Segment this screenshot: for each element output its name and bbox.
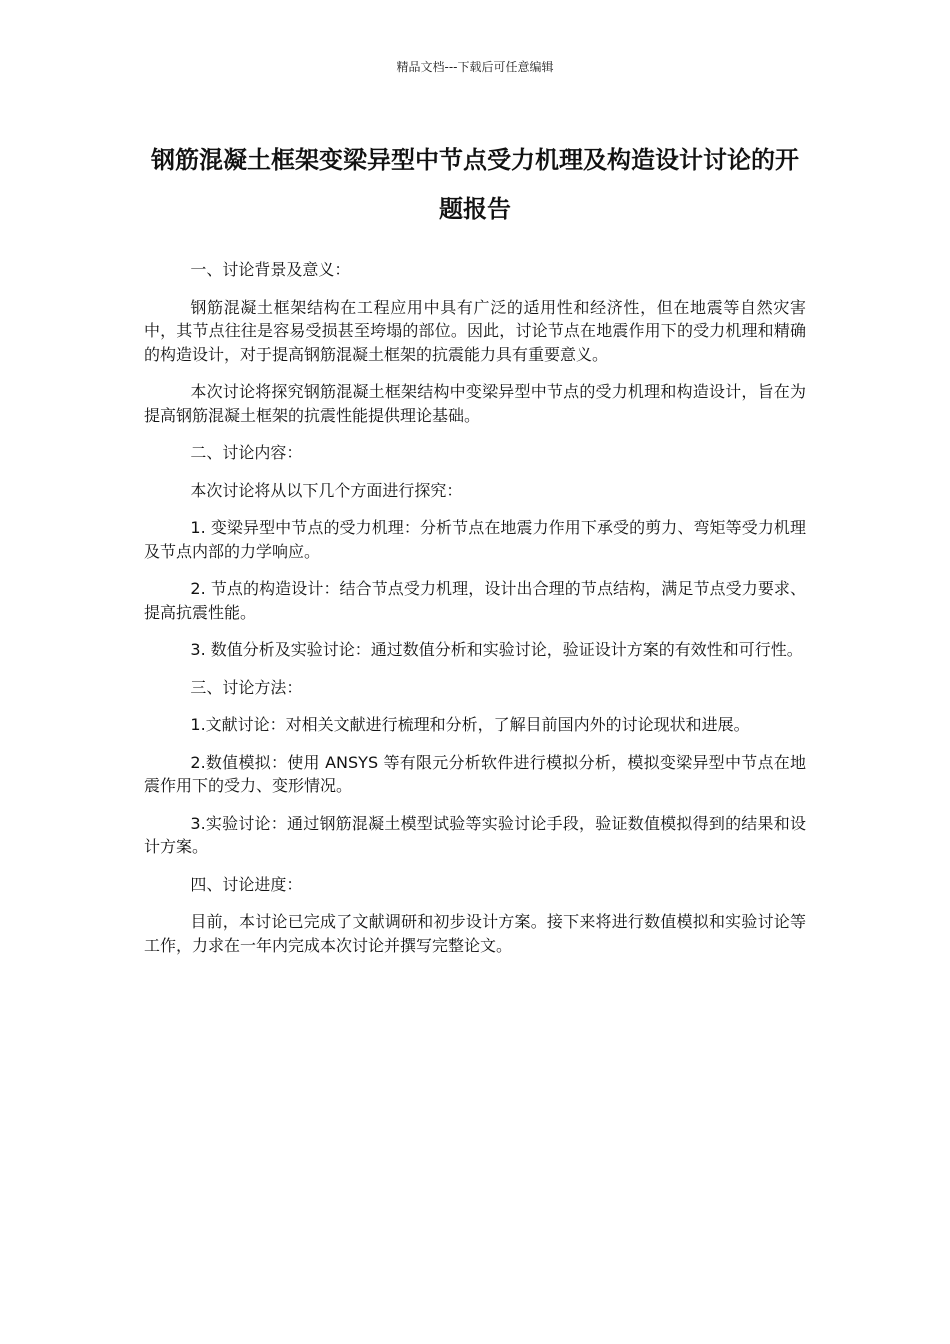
- document-body: [144, 258, 806, 971]
- section-heading-progress: 四、讨论进度：: [190, 874, 303, 894]
- section-heading-background: 一、讨论背景及意义：: [190, 260, 351, 279]
- section-heading-content: 二、讨论内容：: [190, 443, 303, 462]
- paragraph: 本次讨论将探究钢筋混凝土框架结构中变梁异型中节点的受力机理和构造设计，旨在为提高钢筋混凝土框架的抗震性能提供理论基础。: [144, 382, 806, 425]
- paragraph: 钢筋混凝土框架结构在工程应用中具有广泛的适用性和经济性，但在地震等自然灾害中，其节点往往是容易受损甚至垮塌的部位。因此，讨论节点在地震作用下的受力机理和精确的构造设计，对于提高钢筋混凝土框架的抗震能力具有重要意义。: [144, 297, 806, 364]
- header-note: 精品文档---下载后可任意编辑: [396, 60, 554, 74]
- paragraph: 目前，本讨论已完成了文献调研和初步设计方案。接下来将进行数值模拟和实验讨论等工作，力求在一年内完成本次讨论并撰写完整论文。: [144, 912, 806, 955]
- list-item: 2.数值模拟：使用 ANSYS 等有限元分析软件进行模拟分析，模拟变梁异型中节点在地震作用下的受力、变形情况。: [144, 752, 806, 795]
- list-item: 3.实验讨论：通过钢筋混凝土模型试验等实验讨论手段，验证数值模拟得到的结果和设计方案。: [144, 813, 806, 856]
- list-item: 1. 变梁异型中节点的受力机理：分析节点在地震力作用下承受的剪力、弯矩等受力机理及节点内部的力学响应。: [144, 518, 806, 561]
- list-item: 1.文献讨论：对相关文献进行梳理和分析，了解目前国内外的讨论现状和进展。: [190, 715, 750, 734]
- document-title: 钢筋混凝土框架变梁异型中节点受力机理及构造设计讨论的开题报告: [151, 146, 799, 223]
- list-item: 3. 数值分析及实验讨论：通过数值分析和实验讨论，验证设计方案的有效性和可行性。: [190, 640, 803, 659]
- section-heading-method: 三、讨论方法：: [190, 677, 303, 697]
- list-item: 2. 节点的构造设计：结合节点受力机理，设计出合理的节点结构，满足节点受力要求、提高抗震性能。: [144, 579, 806, 622]
- paragraph: 本次讨论将从以下几个方面进行探究：: [190, 480, 463, 500]
